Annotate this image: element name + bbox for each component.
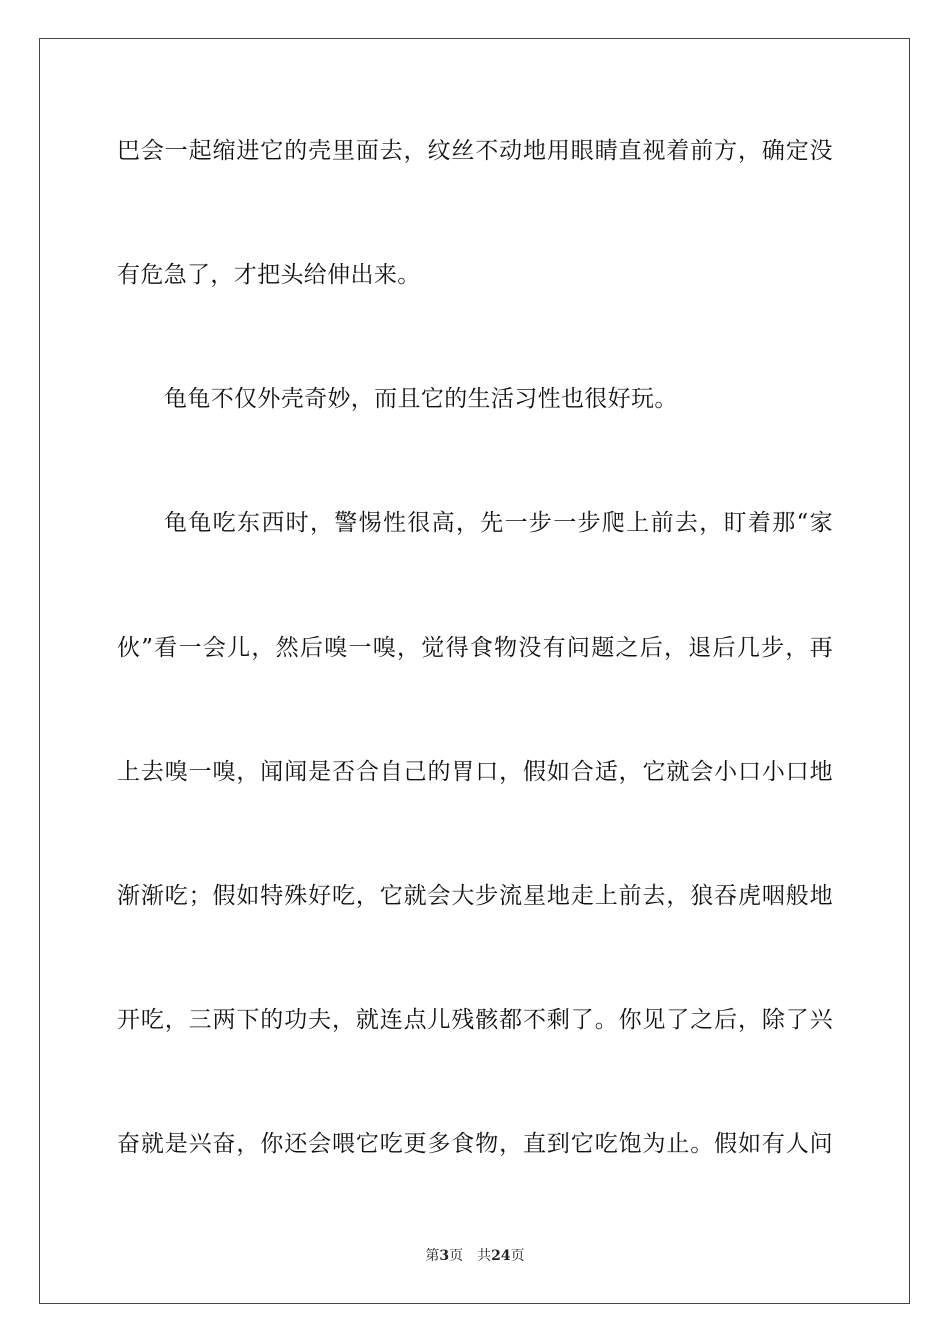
- text-line-8: 开吃，三两下的功夫，就连点儿残骸都不剩了。你见了之后，除了兴: [117, 1007, 833, 1033]
- page-number: 3: [439, 1248, 450, 1264]
- text-line-9: 奋就是兴奋，你还会喂它吃更多食物，直到它吃饱为止。假如有人问: [117, 1131, 833, 1157]
- page-suffix: 页: [449, 1248, 464, 1264]
- total-suffix: 页: [510, 1248, 525, 1264]
- page-prefix: 第: [425, 1248, 440, 1264]
- paragraph-first-line: 龟龟吃东西时，警惕性很高，先一步一步爬上前去，盯着那“家: [164, 510, 833, 536]
- text-line-1: 巴会一起缩进它的壳里面去，纹丝不动地用眼睛直视着前方，确定没: [117, 138, 833, 164]
- text-line-5: 伙”看一会儿，然后嗅一嗅，觉得食物没有问题之后，退后几步，再: [117, 635, 833, 661]
- page-footer: [0, 1247, 950, 1265]
- text-line-2: 有危急了，才把头给伸出来。: [117, 262, 421, 288]
- text-line-6: 上去嗅一嗅，闻闻是否合自己的胃口，假如合适，它就会小口小口地: [117, 759, 833, 785]
- page-border: [39, 38, 910, 1304]
- text-line-7: 渐渐吃；假如特殊好吃，它就会大步流星地走上前去，狼吞虎咽般地: [117, 883, 833, 909]
- paragraph-line: 龟龟不仅外壳奇妙，而且它的生活习性也很好玩。: [164, 386, 678, 412]
- total-prefix: 共: [477, 1248, 492, 1264]
- total-pages: 24: [491, 1248, 511, 1264]
